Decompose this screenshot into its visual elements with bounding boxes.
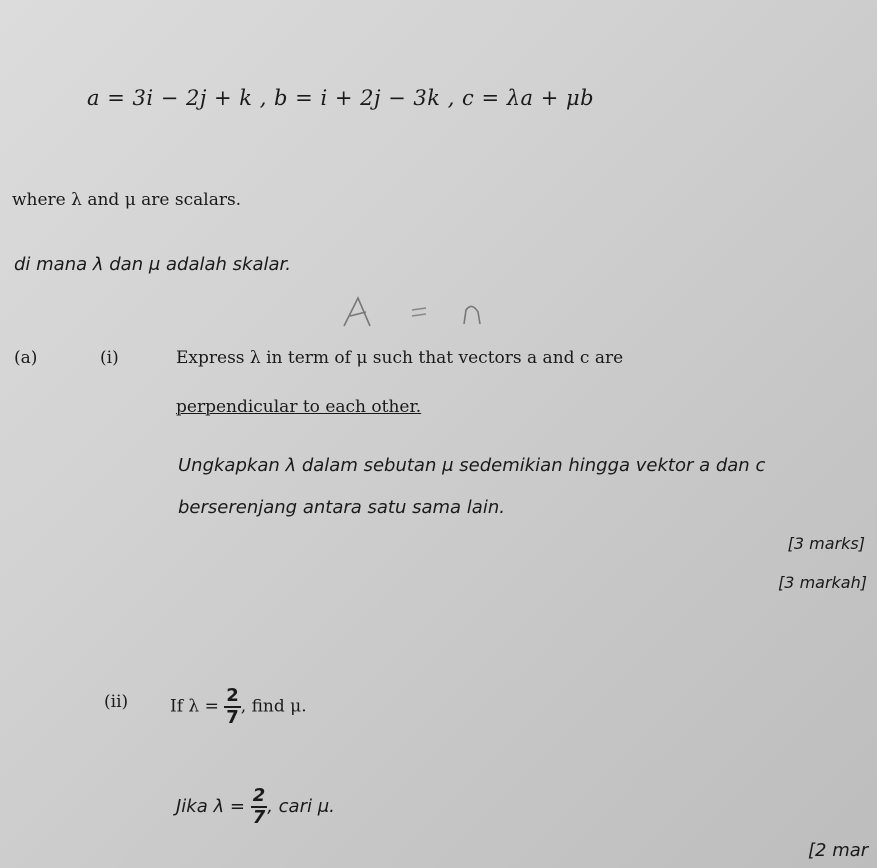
scalars-statement-malay: di mana λ dan μ adalah skalar. bbox=[14, 254, 291, 275]
fraction-two-sevenths-malay bbox=[251, 786, 268, 828]
fraction-numerator: 2 bbox=[252, 785, 266, 806]
question-ii-malay bbox=[176, 786, 335, 828]
question-ii-malay-suffix: , cari μ. bbox=[267, 796, 335, 817]
vector-equation: a = 3i − 2j + k , b = i + 2j − 3k , c = λa + μb bbox=[87, 86, 595, 110]
marks-malay: [3 markah] bbox=[778, 573, 867, 592]
question-ii-malay-prefix: Jika λ = bbox=[176, 796, 245, 817]
fraction-denominator: 7 bbox=[226, 707, 239, 728]
fraction-two-sevenths bbox=[224, 686, 241, 728]
marks-english: [3 marks] bbox=[787, 534, 865, 553]
part-a-ii-label: (ii) bbox=[104, 692, 129, 712]
question-i-malay-line2: berserenjang antara satu sama lain. bbox=[178, 497, 505, 518]
part-a-i-label: (i) bbox=[100, 348, 119, 368]
question-i-english-line2: perpendicular to each other. bbox=[176, 397, 422, 417]
fraction-denominator: 7 bbox=[252, 807, 266, 828]
scalars-statement-english: where λ and μ are scalars. bbox=[12, 190, 242, 210]
handwritten-scribble bbox=[340, 292, 490, 332]
fraction-numerator: 2 bbox=[226, 685, 239, 706]
question-ii-english bbox=[170, 686, 307, 728]
question-i-malay-line1: Ungkapkan λ dalam sebutan μ sedemikian hingga vektor a dan c bbox=[178, 455, 766, 476]
question-ii-english-prefix: If λ = bbox=[170, 696, 219, 717]
question-i-english-line1: Express λ in term of μ such that vectors a and c are bbox=[176, 348, 624, 368]
question-ii-english-suffix: , find μ. bbox=[240, 696, 307, 717]
part-a-label: (a) bbox=[14, 348, 38, 368]
marks-partial: [2 mar bbox=[808, 840, 869, 861]
